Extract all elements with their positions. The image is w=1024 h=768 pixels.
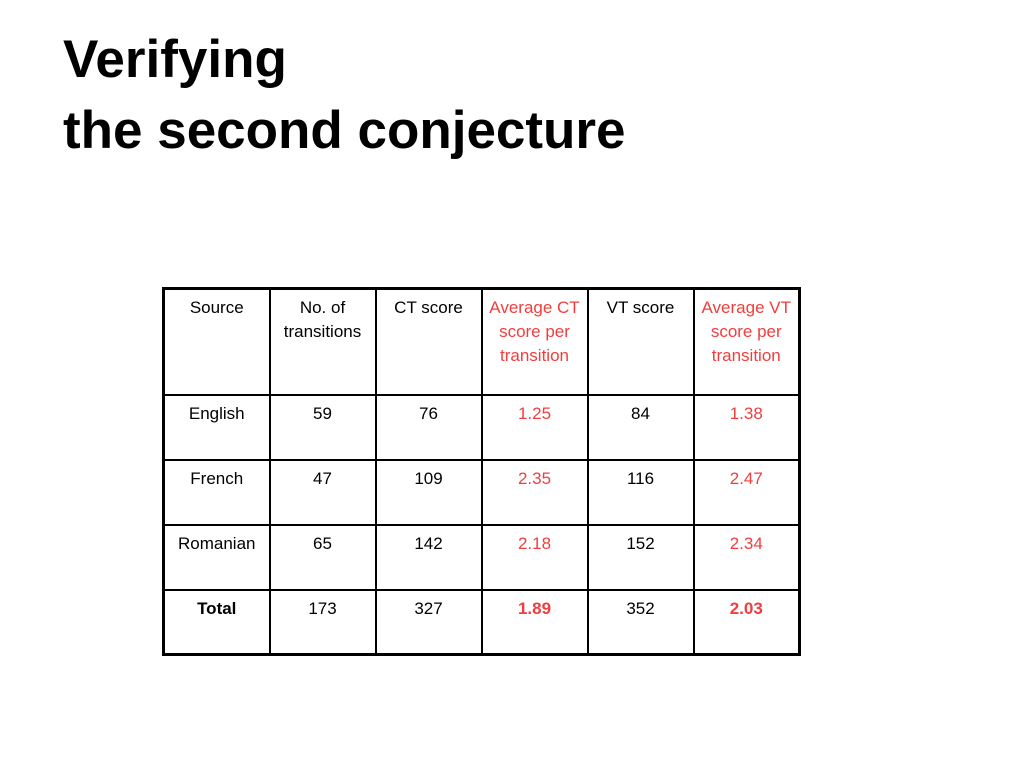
cell-ct-score: 76: [376, 395, 482, 460]
cell-source: English: [164, 395, 270, 460]
cell-total-ct-score: 327: [376, 590, 482, 655]
cell-avg-ct-score: 2.35: [482, 460, 588, 525]
slide-title: [63, 24, 626, 166]
cell-total-avg-ct-score: 1.89: [482, 590, 588, 655]
title-line-2: the second conjecture: [63, 101, 626, 160]
cell-vt-score: 84: [588, 395, 694, 460]
cell-total-transitions: 173: [270, 590, 376, 655]
title-line-1: Verifying: [63, 30, 287, 89]
header-source: Source: [164, 289, 270, 395]
header-avg-ct-score: Average CT score per transition: [482, 289, 588, 395]
cell-ct-score: 142: [376, 525, 482, 590]
header-avg-vt-score: Average VT score per transition: [694, 289, 800, 395]
table-row: [164, 395, 800, 460]
results-table: [162, 287, 801, 656]
cell-transitions: 65: [270, 525, 376, 590]
cell-vt-score: 152: [588, 525, 694, 590]
cell-avg-ct-score: 1.25: [482, 395, 588, 460]
cell-avg-vt-score: 2.47: [694, 460, 800, 525]
cell-total-label: Total: [164, 590, 270, 655]
cell-total-vt-score: 352: [588, 590, 694, 655]
cell-transitions: 47: [270, 460, 376, 525]
header-ct-score: CT score: [376, 289, 482, 395]
table-header-row: [164, 289, 800, 395]
cell-transitions: 59: [270, 395, 376, 460]
header-transitions: No. of transitions: [270, 289, 376, 395]
table-row: [164, 525, 800, 590]
cell-total-avg-vt-score: 2.03: [694, 590, 800, 655]
cell-avg-ct-score: 2.18: [482, 525, 588, 590]
cell-avg-vt-score: 1.38: [694, 395, 800, 460]
table-total-row: [164, 590, 800, 655]
cell-source: French: [164, 460, 270, 525]
cell-ct-score: 109: [376, 460, 482, 525]
cell-vt-score: 116: [588, 460, 694, 525]
cell-avg-vt-score: 2.34: [694, 525, 800, 590]
cell-source: Romanian: [164, 525, 270, 590]
header-vt-score: VT score: [588, 289, 694, 395]
table-row: [164, 460, 800, 525]
